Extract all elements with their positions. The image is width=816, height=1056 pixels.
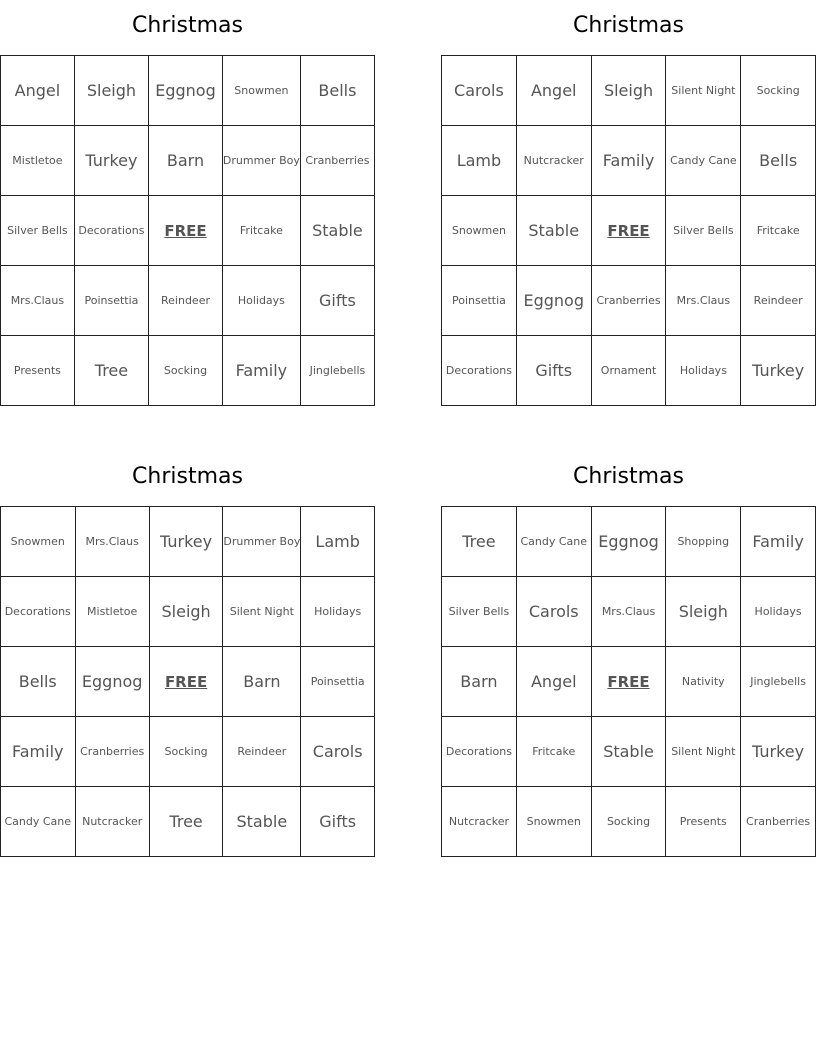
bingo-cell: Socking (149, 336, 223, 406)
bingo-cell: Poinsettia (74, 266, 148, 336)
bingo-cell: Jinglebells (300, 336, 374, 406)
bingo-cell: Candy Cane (516, 507, 591, 577)
bingo-cell: Eggnog (516, 266, 591, 336)
bingo-cell: Tree (149, 787, 223, 857)
bingo-cell: Shopping (666, 507, 741, 577)
grid-row (1, 507, 375, 577)
bingo-cell: Turkey (741, 717, 816, 787)
bingo-cell: Drummer Boy (222, 126, 300, 196)
bingo-cell: Drummer Boy (223, 507, 301, 577)
grid-row (1, 717, 375, 787)
grid-row (442, 336, 816, 406)
bingo-cell: Nutcracker (75, 787, 149, 857)
grid-row (1, 577, 375, 647)
grid-row (442, 647, 816, 717)
bingo-cell: Candy Cane (1, 787, 76, 857)
bingo-cell: Silent Night (666, 56, 741, 126)
bingo-cell: Barn (442, 647, 517, 717)
bingo-cell: Family (591, 126, 666, 196)
bingo-cell: Bells (741, 126, 816, 196)
bingo-cell: Reindeer (149, 266, 223, 336)
free-space: FREE (149, 196, 223, 266)
bingo-cell: Fritcake (516, 717, 591, 787)
bingo-grid (441, 506, 816, 857)
bingo-cell: Barn (223, 647, 301, 717)
bingo-cell: Silver Bells (442, 577, 517, 647)
bingo-cell: Holidays (666, 336, 741, 406)
bingo-cell: Carols (442, 56, 517, 126)
grid-row (442, 577, 816, 647)
bingo-cell: Bells (300, 56, 374, 126)
bingo-cell: Carols (301, 717, 375, 787)
bingo-cell: Silent Night (666, 717, 741, 787)
bingo-cell: Poinsettia (442, 266, 517, 336)
grid-row (1, 196, 375, 266)
bingo-cell: Silent Night (223, 577, 301, 647)
bingo-grid (441, 55, 816, 406)
bingo-cell: Turkey (149, 507, 223, 577)
bingo-cell: Family (1, 717, 76, 787)
bingo-cell: Poinsettia (301, 647, 375, 717)
bingo-cell: Mistletoe (75, 577, 149, 647)
bingo-cell: Tree (74, 336, 148, 406)
bingo-cell: Cranberries (591, 266, 666, 336)
bingo-cell: Snowmen (1, 507, 76, 577)
bingo-grid (0, 55, 375, 406)
bingo-cell: Mrs.Claus (591, 577, 666, 647)
bingo-cell: Ornament (591, 336, 666, 406)
bingo-cell: Fritcake (222, 196, 300, 266)
card-title: Christmas (573, 13, 684, 38)
free-space: FREE (591, 196, 666, 266)
bingo-cell: Silver Bells (1, 196, 75, 266)
grid-row (442, 266, 816, 336)
bingo-cell: Decorations (74, 196, 148, 266)
bingo-cell: Turkey (74, 126, 148, 196)
bingo-cell: Presents (666, 787, 741, 857)
bingo-cell: Bells (1, 647, 76, 717)
bingo-cell: Sleigh (591, 56, 666, 126)
bingo-cell: Mrs.Claus (1, 266, 75, 336)
bingo-cell: Socking (741, 56, 816, 126)
bingo-cell: Nutcracker (516, 126, 591, 196)
free-space: FREE (591, 647, 666, 717)
grid-row (1, 266, 375, 336)
card-title: Christmas (132, 464, 243, 489)
bingo-cell: Angel (1, 56, 75, 126)
grid-row (442, 787, 816, 857)
grid-row (1, 56, 375, 126)
grid-row (1, 126, 375, 196)
bingo-cell: Mrs.Claus (75, 507, 149, 577)
bingo-cell: Cranberries (75, 717, 149, 787)
bingo-cell: Reindeer (741, 266, 816, 336)
bingo-cell: Turkey (741, 336, 816, 406)
bingo-cell: Family (741, 507, 816, 577)
bingo-cell: Sleigh (149, 577, 223, 647)
bingo-cell: Jinglebells (741, 647, 816, 717)
bingo-cell: Carols (516, 577, 591, 647)
bingo-cell: Lamb (301, 507, 375, 577)
grid-row (442, 196, 816, 266)
bingo-cell: Eggnog (149, 56, 223, 126)
bingo-cell: Eggnog (75, 647, 149, 717)
bingo-cell: Stable (223, 787, 301, 857)
bingo-cell: Angel (516, 56, 591, 126)
card-title: Christmas (132, 13, 243, 38)
bingo-grid (0, 506, 375, 857)
grid-row (442, 717, 816, 787)
bingo-cell: Gifts (301, 787, 375, 857)
grid-row (1, 336, 375, 406)
bingo-cell: Tree (442, 507, 517, 577)
grid-row (442, 126, 816, 196)
bingo-cell: Barn (149, 126, 223, 196)
grid-row (1, 787, 375, 857)
bingo-cell: Cranberries (741, 787, 816, 857)
bingo-cell: Snowmen (442, 196, 517, 266)
card-title: Christmas (573, 464, 684, 489)
bingo-cell: Sleigh (74, 56, 148, 126)
bingo-cell: Decorations (1, 577, 76, 647)
bingo-cell: Sleigh (666, 577, 741, 647)
bingo-cell: Mistletoe (1, 126, 75, 196)
bingo-cell: Mrs.Claus (666, 266, 741, 336)
bingo-cell: Gifts (300, 266, 374, 336)
grid-row (442, 56, 816, 126)
bingo-cell: Decorations (442, 717, 517, 787)
bingo-cell: Nutcracker (442, 787, 517, 857)
bingo-cell: Stable (300, 196, 374, 266)
bingo-cell: Stable (516, 196, 591, 266)
bingo-cell: Reindeer (223, 717, 301, 787)
bingo-cell: Snowmen (516, 787, 591, 857)
grid-row (442, 507, 816, 577)
bingo-cell: Silver Bells (666, 196, 741, 266)
bingo-cell: Decorations (442, 336, 517, 406)
bingo-cell: Gifts (516, 336, 591, 406)
bingo-cell: Lamb (442, 126, 517, 196)
bingo-cell: Socking (149, 717, 223, 787)
bingo-cell: Eggnog (591, 507, 666, 577)
bingo-cell: Candy Cane (666, 126, 741, 196)
bingo-cell: Socking (591, 787, 666, 857)
bingo-cell: Stable (591, 717, 666, 787)
grid-row (1, 647, 375, 717)
free-space: FREE (149, 647, 223, 717)
bingo-cell: Holidays (301, 577, 375, 647)
bingo-cell: Holidays (741, 577, 816, 647)
bingo-cell: Snowmen (222, 56, 300, 126)
bingo-cell: Nativity (666, 647, 741, 717)
bingo-cell: Family (222, 336, 300, 406)
bingo-cell: Holidays (222, 266, 300, 336)
bingo-cell: Fritcake (741, 196, 816, 266)
bingo-cell: Angel (516, 647, 591, 717)
bingo-cell: Presents (1, 336, 75, 406)
bingo-cell: Cranberries (300, 126, 374, 196)
